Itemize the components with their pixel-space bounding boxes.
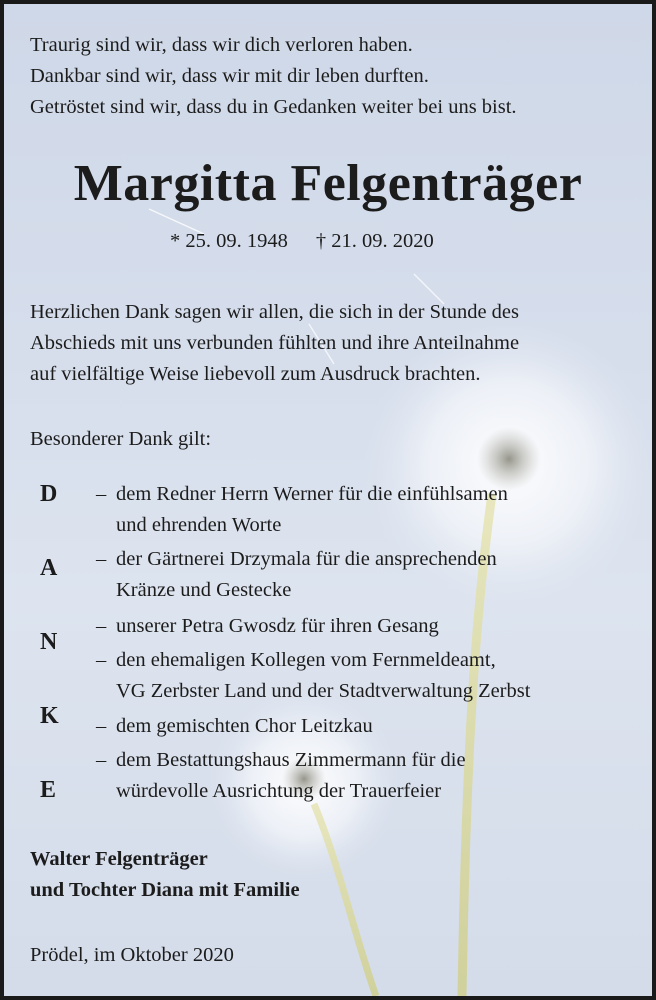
thanks-line: auf vielfältige Weise liebevoll zum Ausdruck brachten. bbox=[30, 363, 481, 385]
thanks-paragraph bbox=[30, 297, 519, 390]
motto-line: Dankbar sind wir, dass wir mit dir leben durften. bbox=[30, 65, 429, 87]
item-text-continued: würdevolle Ausrichtung der Trauerfeier bbox=[116, 780, 442, 802]
item-text-continued: VG Zerbster Land und der Stadtverwaltung Zerbst bbox=[116, 680, 531, 702]
item-text: den ehemaligen Kollegen vom Fernmeldeamt, bbox=[116, 649, 496, 671]
item-text: unserer Petra Gwosdz für ihren Gesang bbox=[116, 615, 439, 637]
thanks-item bbox=[96, 544, 497, 606]
deceased-name: Margitta Felgenträger bbox=[73, 155, 583, 212]
thanks-item bbox=[96, 479, 508, 541]
item-dash: – bbox=[96, 483, 107, 505]
danke-letter-k: K bbox=[40, 703, 59, 729]
item-text: dem gemischten Chor Leitzkau bbox=[116, 715, 373, 737]
item-dash: – bbox=[96, 715, 107, 737]
item-text: dem Bestattungshaus Zimmermann für die bbox=[116, 749, 466, 771]
item-text-continued: Kränze und Gestecke bbox=[116, 579, 292, 601]
death-date: † 21. 09. 2020 bbox=[315, 230, 434, 252]
thanks-item bbox=[96, 711, 373, 742]
item-text: dem Redner Herrn Werner für die einfühlsamen bbox=[116, 483, 508, 505]
signature-line: Walter Felgenträger bbox=[30, 848, 208, 870]
danke-letter-d: D bbox=[40, 481, 58, 507]
place-and-date: Prödel, im Oktober 2020 bbox=[30, 944, 234, 966]
birth-date: * 25. 09. 1948 bbox=[170, 230, 288, 252]
motto-line: Getröstet sind wir, dass du in Gedanken weiter bei uns bist. bbox=[30, 96, 517, 118]
motto-line: Traurig sind wir, dass wir dich verloren haben. bbox=[30, 34, 413, 56]
item-dash: – bbox=[96, 615, 107, 637]
item-dash: – bbox=[96, 649, 107, 671]
item-dash: – bbox=[96, 749, 107, 771]
danke-letter-n: N bbox=[40, 629, 58, 655]
signature-line: und Tochter Diana mit Familie bbox=[30, 879, 300, 901]
motto-verse bbox=[30, 30, 517, 123]
danke-letter-e: E bbox=[40, 777, 57, 803]
thanks-line: Herzlichen Dank sagen wir allen, die sich in der Stunde des bbox=[30, 301, 519, 323]
item-text-continued: und ehrenden Worte bbox=[116, 514, 282, 536]
signature-block bbox=[30, 844, 300, 906]
item-dash: – bbox=[96, 548, 107, 570]
danke-letter-a: A bbox=[40, 555, 58, 581]
thanks-item bbox=[96, 745, 466, 807]
thanks-item bbox=[96, 611, 439, 642]
life-dates bbox=[170, 230, 434, 253]
thanks-item bbox=[96, 645, 530, 707]
special-thanks-heading: Besonderer Dank gilt: bbox=[30, 428, 212, 450]
item-text: der Gärtnerei Drzymala für die ansprechenden bbox=[116, 548, 497, 570]
thanks-line: Abschieds mit uns verbunden fühlten und ihre Anteilnahme bbox=[30, 332, 520, 354]
